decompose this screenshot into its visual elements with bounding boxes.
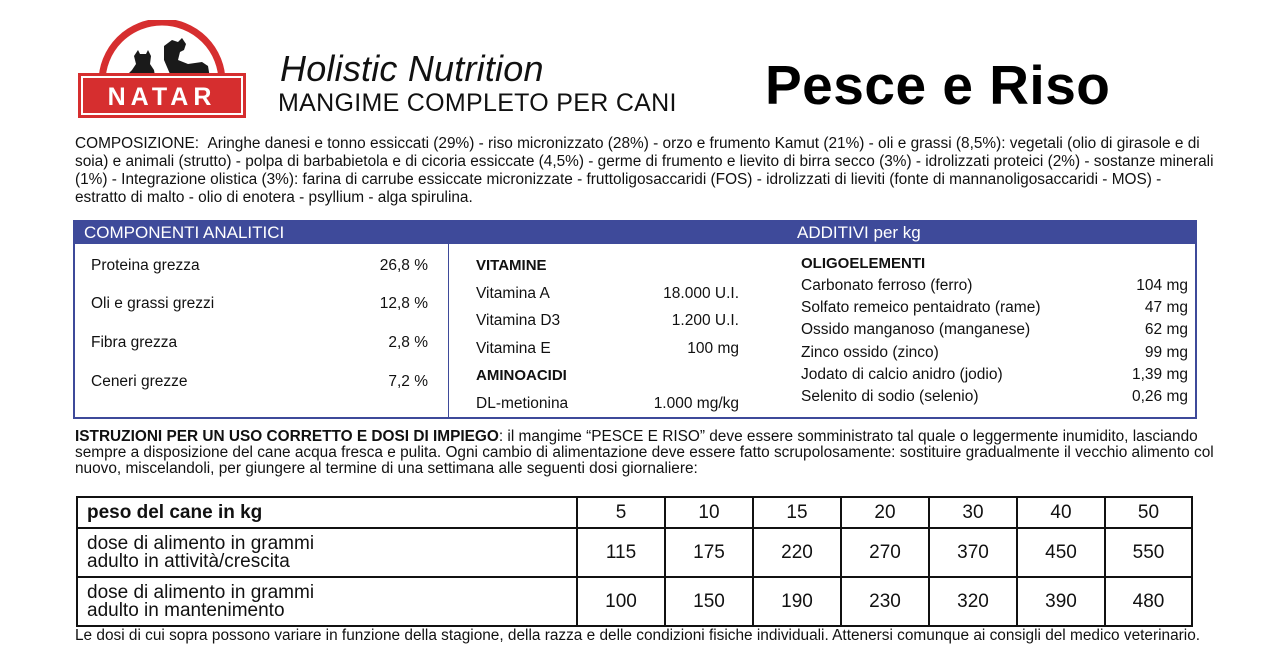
component-name: Oli e grassi grezzi: [91, 295, 215, 312]
vitamin-name: Vitamina A: [476, 285, 550, 302]
component-name: Ceneri grezze: [91, 373, 188, 390]
dose-table-row: [77, 528, 1192, 577]
composition-label: COMPOSIZIONE:: [75, 135, 199, 152]
vitamin-row: [476, 285, 739, 303]
column-divider: [448, 244, 449, 417]
trace-element-row: [801, 299, 1188, 317]
dose-cell: 190: [753, 577, 841, 626]
dose-cell: 100: [577, 577, 665, 626]
dose-row-label-line: adulto in attività/crescita: [87, 550, 290, 572]
dog-weight-cell: 5: [577, 497, 665, 528]
analytic-components-box: [73, 220, 1197, 419]
component-value: 26,8 %: [379, 257, 428, 274]
dose-row-label-line: dose di alimento in grammi: [87, 532, 315, 554]
dog-weight-cell: 50: [1105, 497, 1192, 528]
dose-table-header-row: [77, 497, 1192, 528]
dose-cell: 370: [929, 528, 1017, 577]
vitamin-value: 100 mg: [687, 340, 739, 357]
trace-element-value: 62 mg: [1144, 321, 1188, 338]
dose-cell: 270: [841, 528, 929, 577]
trace-element-name: Carbonato ferroso (ferro): [801, 277, 973, 294]
vitamin-row: [476, 312, 739, 330]
instructions-title: ISTRUZIONI PER UN USO CORRETTO E DOSI DI IMPIEGO: [75, 428, 499, 445]
trace-element-row: [801, 366, 1188, 384]
dose-cell: 115: [577, 528, 665, 577]
dose-cell: 450: [1017, 528, 1105, 577]
dog-weight-cell: 20: [841, 497, 929, 528]
brand-logo: [78, 20, 246, 118]
dog-weight-cell: 30: [929, 497, 1017, 528]
component-row: [91, 334, 428, 352]
product-title: Pesce e Riso: [765, 54, 1111, 116]
vitamin-name: Vitamina E: [476, 340, 551, 357]
dose-cell: 175: [665, 528, 753, 577]
vitamin-row: [476, 340, 739, 358]
trace-element-value: 47 mg: [1144, 299, 1188, 316]
dose-cell: 230: [841, 577, 929, 626]
component-row: [91, 373, 428, 391]
dose-cell: 320: [929, 577, 1017, 626]
trace-element-name: Jodato di calcio anidro (jodio): [801, 366, 1003, 383]
component-value: 12,8 %: [379, 295, 428, 312]
dog-weight-cell: 15: [753, 497, 841, 528]
trace-element-row: [801, 388, 1188, 406]
vitamin-value: 18.000 U.I.: [663, 285, 739, 302]
instructions-paragraph: [75, 429, 1215, 477]
amino-acid-row: [476, 395, 739, 413]
dose-cell: 550: [1105, 528, 1192, 577]
component-value: 7,2 %: [388, 373, 428, 390]
additives-title: ADDITIVI per kg: [797, 223, 921, 242]
trace-element-name: Ossido manganoso (manganese): [801, 321, 1031, 338]
trace-elements-heading: OLIGOELEMENTI: [801, 255, 926, 272]
instructions-text: : il mangime “PESCE E RISO” deve essere somministrato tal quale o leggermente inumidito, lasciando sempre a disposizione del cane acqua fresca e pulita. Ogni cambio di alimentazione deve essere fatto scrupolosamente: sostituire gradualmente il vecchio alimento col nuovo, miscelandoli, per giungere al termine di una settimana alle seguenti dosi giornaliere:: [75, 428, 1214, 477]
dog-weight-cell: 40: [1017, 497, 1105, 528]
dose-cell: 150: [665, 577, 753, 626]
dose-table-header-label: peso del cane in kg: [77, 497, 577, 528]
amino-acid-name: DL-metionina: [476, 395, 569, 412]
box-header-bar: [75, 222, 1195, 244]
trace-element-name: Selenito di sodio (selenio): [801, 388, 979, 405]
trace-element-name: Solfato remeico pentaidrato (rame): [801, 299, 1041, 316]
trace-element-value: 104 mg: [1136, 277, 1188, 294]
dose-cell: 220: [753, 528, 841, 577]
component-row: [91, 295, 428, 313]
dog-weight-cell: 10: [665, 497, 753, 528]
dose-cell: 480: [1105, 577, 1192, 626]
vitamins-heading: VITAMINE: [476, 257, 547, 274]
amino-acids-heading: AMINOACIDI: [476, 367, 567, 384]
vitamin-value: 1.200 U.I.: [671, 312, 739, 329]
trace-element-name: Zinco ossido (zinco): [801, 344, 939, 361]
amino-acid-value: 1.000 mg/kg: [653, 395, 739, 412]
trace-element-row: [801, 321, 1188, 339]
dose-table-row: [77, 577, 1192, 626]
dose-table: [76, 496, 1193, 627]
composition-text: Aringhe danesi e tonno essiccati (29%) - riso micronizzato (28%) - orzo e frumento Kamut (21%) - oli e grassi (8,5%): vegetali (olio di girasole e di soia) e animali (strutto) - polpa di barbabietola e di cicoria essiccate (4,5%) - germe di frumento e lievito di birra secco (3%) - idrolizzati proteici (2%) - sostanze minerali (1%) - Integrazione olistica (3%): farina di carrube essiccate micronizzate - fruttoligosaccaridi (FOS) - idrolizzati di lieviti (fonte di mannanoligosaccaridi - MOS) - estratto di malto - olio di enotera - psyllium - alga spirulina.: [75, 135, 1214, 206]
dose-cell: 390: [1017, 577, 1105, 626]
component-name: Fibra grezza: [91, 334, 178, 351]
dose-row-label-line: dose di alimento in grammi: [87, 581, 315, 603]
brand-name: NATAR: [107, 83, 217, 111]
trace-element-row: [801, 277, 1188, 295]
components-title: COMPONENTI ANALITICI: [84, 223, 285, 242]
trace-element-row: [801, 344, 1188, 362]
dose-row-label: [77, 528, 577, 577]
tagline: Holistic Nutrition: [280, 48, 544, 89]
component-name: Proteina grezza: [91, 257, 200, 274]
dose-row-label: [77, 577, 577, 626]
composition-paragraph: [75, 135, 1215, 207]
trace-element-value: 99 mg: [1144, 344, 1188, 361]
trace-element-value: 1,39 mg: [1131, 366, 1188, 383]
product-subtitle: MANGIME COMPLETO PER CANI: [278, 89, 677, 117]
trace-element-value: 0,26 mg: [1131, 388, 1188, 405]
component-value: 2,8 %: [388, 334, 428, 351]
vitamin-name: Vitamina D3: [476, 312, 561, 329]
dose-row-label-line: adulto in mantenimento: [87, 599, 285, 621]
dosage-note: Le dosi di cui sopra possono variare in funzione della stagione, della razza e delle condizioni fisiche individuali. Attenersi comunque ai consigli del medico veterinario.: [75, 627, 1201, 644]
component-row: [91, 257, 428, 275]
